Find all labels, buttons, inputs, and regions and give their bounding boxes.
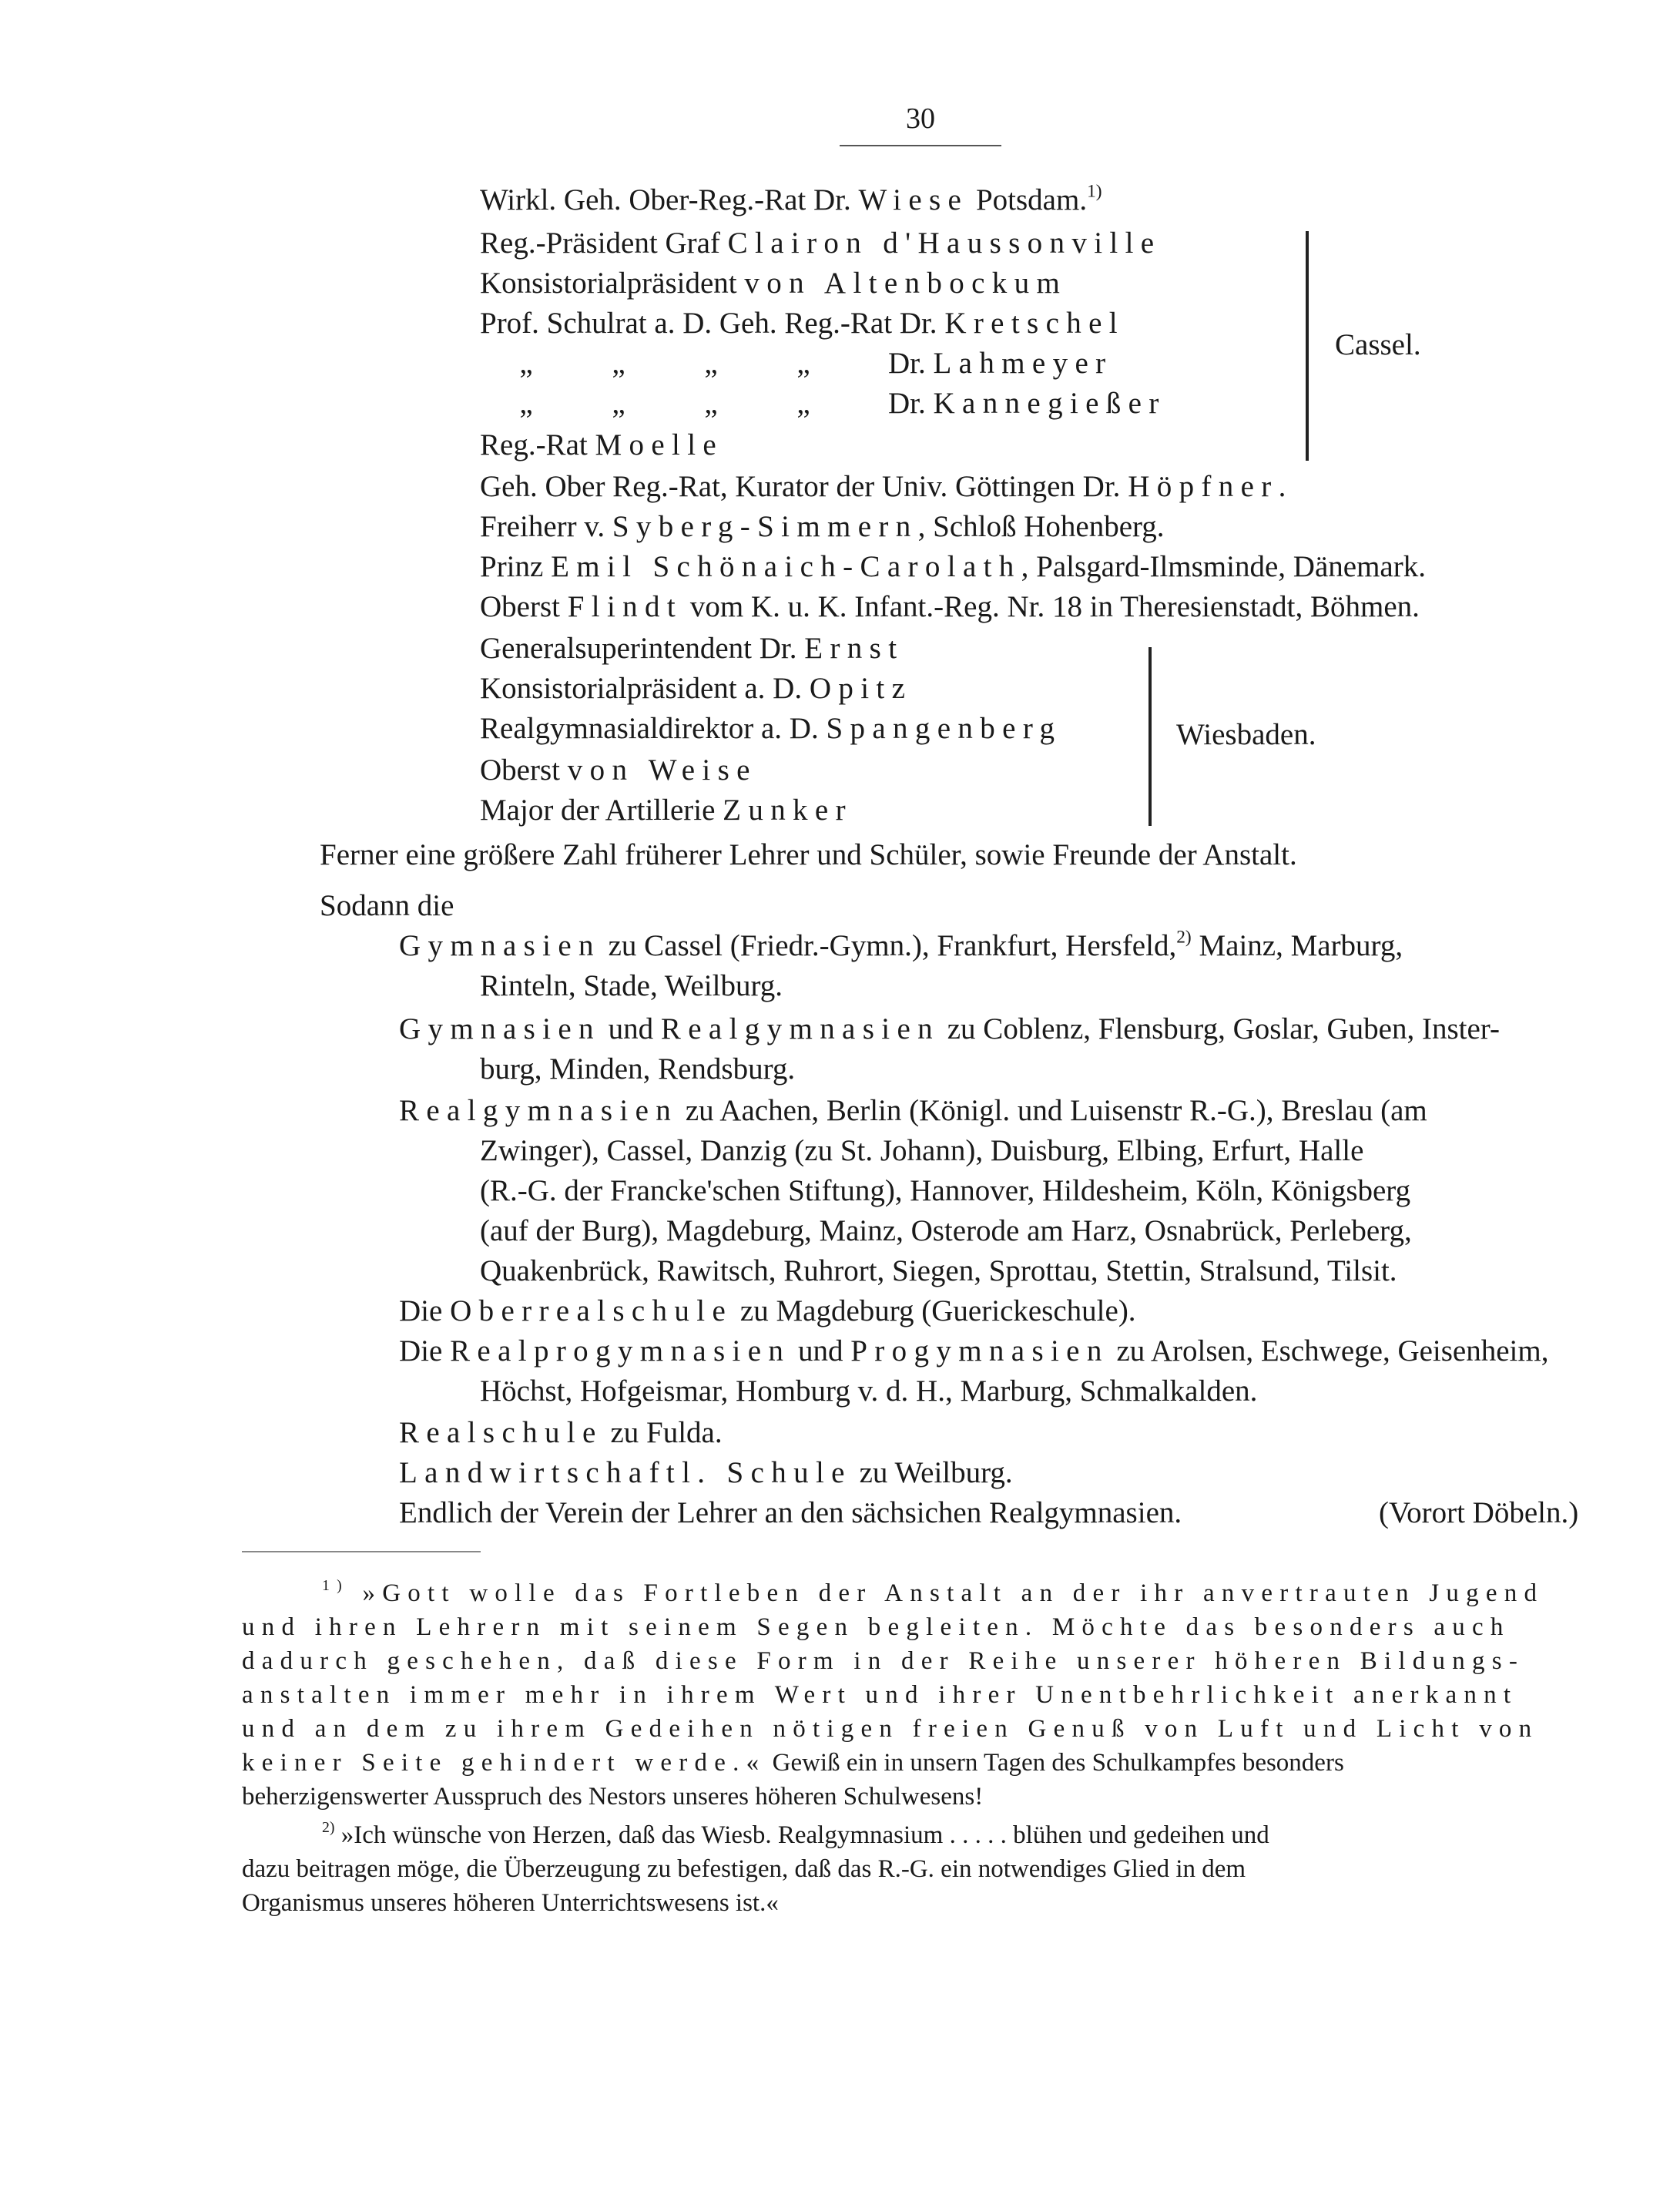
brace-cassel <box>1306 231 1309 461</box>
footnote-ref: 2) <box>1176 927 1192 948</box>
guest-line: Oberst von Weise <box>480 753 757 787</box>
footnote-line: dazu beitragen möge, die Überzeugung zu befestigen, daß das R.-G. ein notwendiges Glied in dem <box>242 1855 1246 1883</box>
school-list-landwirtschaft: Landwirtschaftl. Schule zu Weilburg. <box>399 1456 1013 1489</box>
footnote-line: und an dem zu ihrem Gedeihen nötigen freien Genuß von Luft und Licht von <box>242 1715 1539 1743</box>
school-list-line: Rinteln, Stade, Weilburg. <box>480 969 783 1002</box>
footnote-mark: 1) <box>322 1577 349 1595</box>
school-list-line: Höchst, Hofgeismar, Homburg v. d. H., Marburg, Schmalkalden. <box>480 1374 1258 1408</box>
place-wiesbaden: Wiesbaden. <box>1176 718 1316 751</box>
school-list-line: Zwinger), Cassel, Danzig (zu St. Johann), Duisburg, Elbing, Erfurt, Halle <box>480 1134 1364 1167</box>
paragraph-sodann: Sodann die <box>320 889 454 922</box>
guest-line: Freiherr v. Syberg-Simmern, Schloß Hohenberg. <box>480 510 1165 543</box>
guest-line: Konsistorialpräsident a. D. Opitz <box>480 672 913 705</box>
paragraph-endlich-note: (Vorort Döbeln.) <box>1379 1496 1579 1529</box>
page-number: 30 <box>906 102 935 135</box>
guest-line: Reg.-Präsident Graf Clairon d'Haussonville <box>480 227 1162 260</box>
school-list-oberrealschule: Die Oberrealschule zu Magdeburg (Guerickeschule). <box>399 1294 1136 1327</box>
school-list-realgym: Realgymnasien zu Aachen, Berlin (Königl. und Luisenstr R.-G.), Breslau (am <box>399 1094 1427 1127</box>
guest-line: Oberst Flindt vom K. u. K. Infant.-Reg. Nr. 18 in Theresienstadt, Böhmen. <box>480 590 1420 623</box>
page-number-rule <box>840 145 1001 146</box>
place-cassel: Cassel. <box>1335 328 1421 361</box>
guest-line: Reg.-Rat Moelle <box>480 428 724 461</box>
school-list-gym-realgym: Gymnasien und Realgymnasien zu Coblenz, Flensburg, Goslar, Guben, Inster- <box>399 1012 1500 1045</box>
guest-line: Wirkl. Geh. Ober-Reg.-Rat Dr. Wiese Potsdam.$^{1)}$ <box>480 181 1102 216</box>
school-list-line: burg, Minden, Rendsburg. <box>480 1052 796 1086</box>
school-list-progymnasien: Die Realprogymnasien und Progymnasien zu Arolsen, Eschwege, Geisenheim, <box>399 1334 1549 1368</box>
guest-line: Konsistorialpräsident von Altenbockum <box>480 267 1068 300</box>
footnote-line: Organismus unseres höheren Unterrichtswesens ist.« <box>242 1889 779 1917</box>
guest-line: Prof. Schulrat a. D. Geh. Reg.-Rat Dr. Kretschel <box>480 307 1125 340</box>
paragraph-ferner: Ferner eine größere Zahl früherer Lehrer und Schüler, sowie Freunde der Anstalt. <box>320 838 1297 871</box>
footnote-mark: 2) <box>322 1819 335 1837</box>
guest-line: Major der Artillerie Zunker <box>480 794 853 827</box>
school-list-line: (R.-G. der Francke'schen Stiftung), Hannover, Hildesheim, Köln, Königsberg <box>480 1174 1411 1207</box>
footnote-ref: 1) <box>1087 181 1102 202</box>
footnote-line: keiner Seite gehindert werde.« Gewiß ein in unsern Tagen des Schulkampfes besonders <box>242 1749 1344 1777</box>
brace-wiesbaden <box>1149 647 1152 826</box>
guest-line: Generalsuperintendent Dr. Ernst <box>480 632 904 665</box>
guest-line: Prinz Emil Schönaich-Carolath, Palsgard-Ilmsminde, Dänemark. <box>480 550 1426 583</box>
school-list-realschule: Realschule zu Fulda. <box>399 1416 723 1449</box>
guest-line: Geh. Ober Reg.-Rat, Kurator der Univ. Göttingen Dr. Höpfner. <box>480 470 1286 503</box>
school-list-line: Quakenbrück, Rawitsch, Ruhrort, Siegen, Sprottau, Stettin, Stralsund, Tilsit. <box>480 1254 1397 1287</box>
footnote-rule <box>242 1551 481 1552</box>
footnote-1: $^{1)}$ »Gott wolle das Fortleben der Anstalt an der ihr anvertrauten Jugend <box>322 1577 1544 1607</box>
school-list-line: (auf der Burg), Magdeburg, Mainz, Osterode am Harz, Osnabrück, Perleberg, <box>480 1214 1412 1247</box>
school-list-gymnasien: Gymnasien zu Cassel (Friedr.-Gymn.), Frankfurt, Hersfeld,$^{2)}$ Mainz, Marburg, <box>399 927 1403 962</box>
guest-line: „ „ „ „ Dr. Kannegießer <box>519 387 1166 420</box>
footnote-line: und ihren Lehrern mit seinem Segen begleiten. Möchte das besonders auch <box>242 1613 1511 1641</box>
guest-line: „ „ „ „ Dr. Lahmeyer <box>519 347 1113 380</box>
guest-line: Realgymnasialdirektor a. D. Spangenberg <box>480 712 1062 745</box>
footnote-line: dadurch geschehen, daß diese Form in der Reihe unserer höheren Bildungs- <box>242 1647 1525 1675</box>
footnote-line: anstalten immer mehr in ihrem Wert und ihrer Unentbehrlichkeit anerkannt <box>242 1681 1518 1709</box>
footnote-line: beherzigenswerter Ausspruch des Nestors unseres höheren Schulwesens! <box>242 1783 984 1811</box>
footnote-2: $^{2)}$ »Ich wünsche von Herzen, daß das Wiesb. Realgymnasium . . . . . blühen und gedeihen und <box>322 1819 1269 1849</box>
paragraph-endlich: Endlich der Verein der Lehrer an den sächsichen Realgymnasien. <box>399 1496 1182 1529</box>
